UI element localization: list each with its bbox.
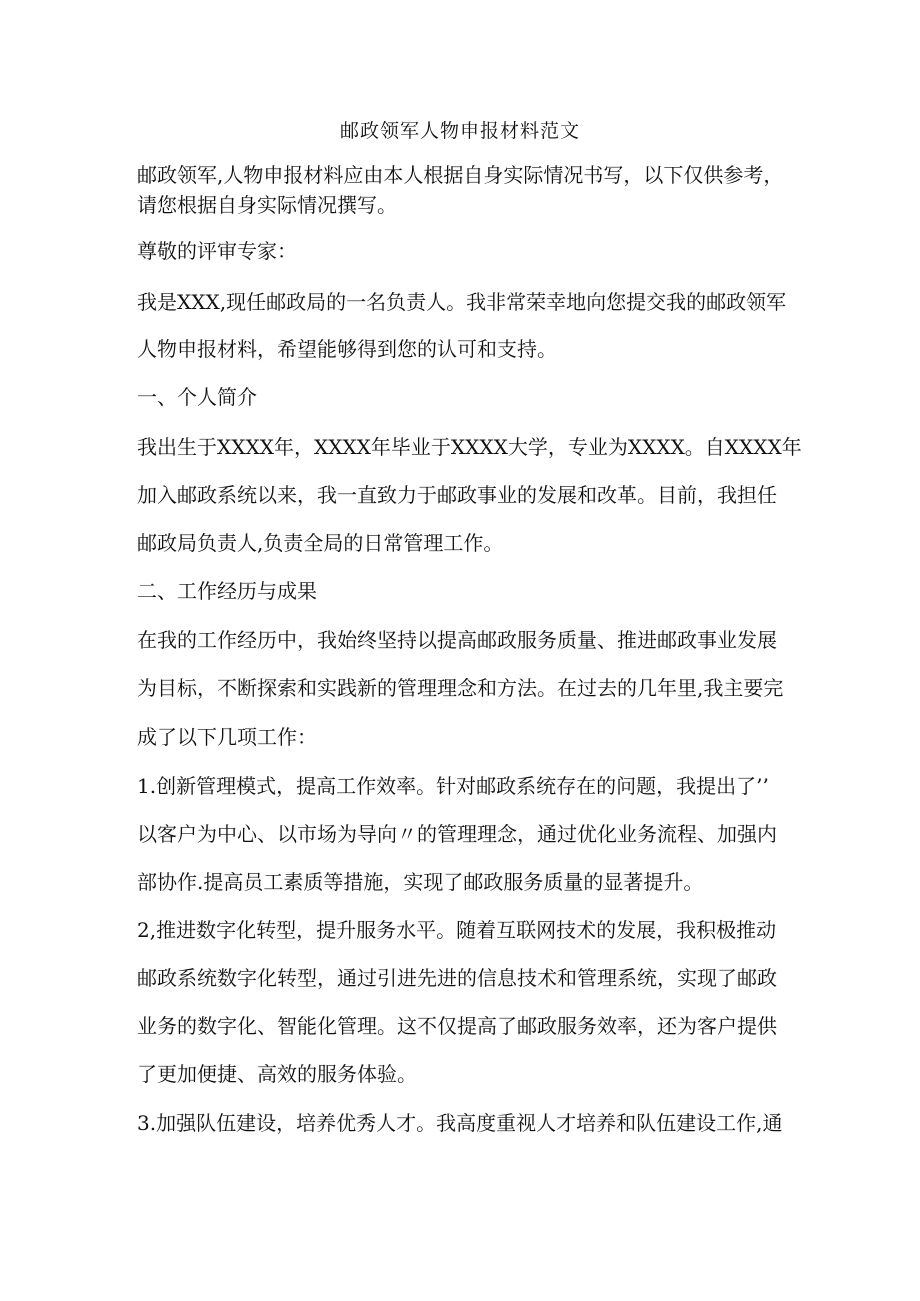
list-item-line: 2,推进数字化转型，提升服务水平。随着互联网技术的发展，我积极推动 [137, 918, 777, 942]
list-item-line: 了更加便捷、高效的服务体验。 [137, 1062, 417, 1086]
list-item-line: 以客户为中心、以市场为导向〃的管理理念，通过优化业务流程、加强内 [137, 822, 777, 846]
list-item-line: 邮政系统数字化转型，通过引进先进的信息技术和管理系统，实现了邮政 [137, 966, 777, 990]
section-heading: 一、个人简介 [137, 385, 257, 409]
paragraph-line: 我出生于XXXX年，XXXX年毕业于XXXX大学，专业为XXXX。自XXXX年 [137, 435, 802, 459]
paragraph-line: 我是XXX,现任邮政局的一名负责人。我非常荣幸地向您提交我的邮政领军 [137, 290, 787, 314]
intro-note: 邮政领军,人物申报材料应由本人根据自身实际情况书写，以下仅供参考，请您根据自身实际情况撰写。 [137, 163, 784, 217]
list-item-line: 3.加强队伍建设，培养优秀人才。我高度重视人才培养和队伍建设工作,通 [137, 1111, 783, 1135]
salutation: 尊敬的评审专家： [137, 239, 297, 263]
paragraph-line: 成了以下几项工作： [137, 725, 317, 749]
section-heading: 二、工作经历与成果 [137, 579, 317, 603]
list-item-line: 1.创新管理模式，提高工作效率。针对邮政系统存在的问题，我提出了’’ [137, 774, 769, 798]
list-item-line: 部协作.提高员工素质等措施，实现了邮政服务质量的显著提升。 [137, 870, 704, 894]
paragraph-line: 邮政局负责人,负责全局的日常管理工作。 [137, 531, 504, 555]
paragraph-line: 为目标，不断探索和实践新的管理理念和方法。在过去的几年里,我主要完 [137, 676, 784, 700]
document-title: 邮政领军人物申报材料范文 [339, 120, 580, 142]
paragraph-line: 人物申报材料，希望能够得到您的认可和支持。 [137, 337, 557, 361]
paragraph-line: 加入邮政系统以来，我一直致力于邮政事业的发展和改革。目前，我担任 [137, 483, 777, 507]
paragraph-line: 在我的工作经历中，我始终坚持以提高邮政服务质量、推进邮政事业发展 [137, 628, 777, 652]
list-item-line: 业务的数字化、智能化管理。这不仅提高了邮政服务效率，还为客户提供 [137, 1014, 777, 1038]
